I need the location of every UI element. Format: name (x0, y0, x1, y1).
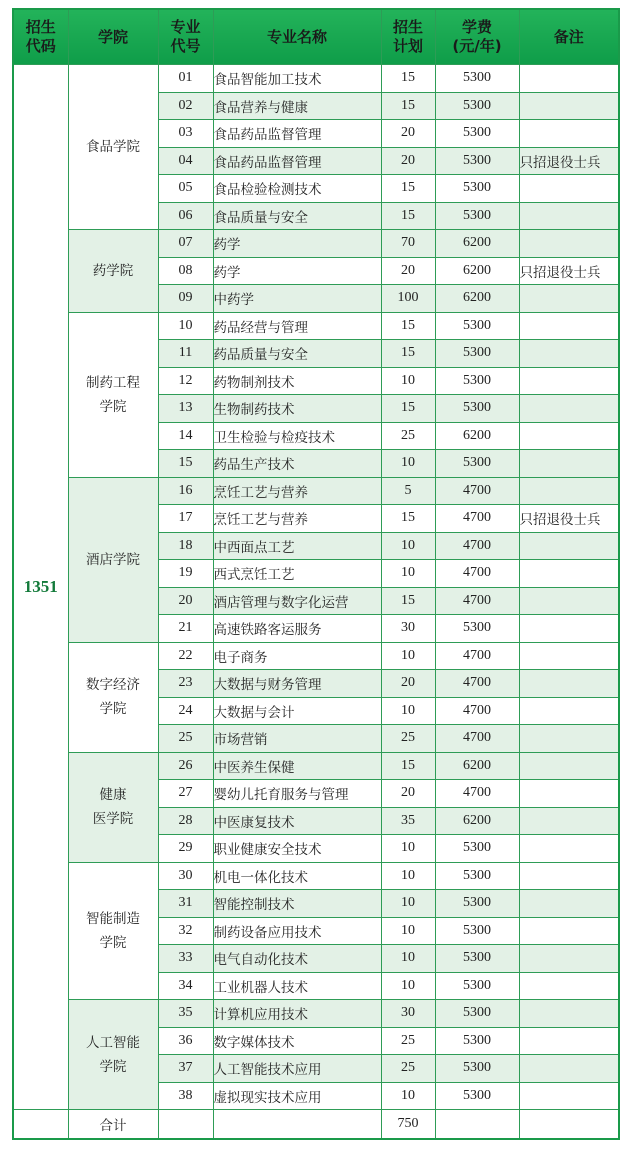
note-cell (519, 422, 619, 450)
major-code-cell: 09 (158, 285, 213, 313)
college-name: 智能制造 (86, 910, 140, 927)
major-name-cell: 婴幼儿托育服务与管理 (213, 780, 381, 808)
plan-cell: 15 (381, 340, 435, 368)
plan-cell: 5 (381, 477, 435, 505)
major-name-cell: 大数据与财务管理 (213, 670, 381, 698)
college-name: 酒店学院 (86, 551, 140, 568)
major-code-cell: 01 (158, 65, 213, 93)
major-name-cell: 机电一体化技术 (213, 862, 381, 890)
header-major-code (158, 9, 213, 65)
header-text: 代号 (170, 37, 201, 55)
tuition-cell: 5300 (435, 202, 519, 230)
major-code-cell: 02 (158, 92, 213, 120)
major-name-cell: 烹饪工艺与营养 (213, 477, 381, 505)
note-cell (519, 202, 619, 230)
total-row (13, 1110, 619, 1140)
plan-cell: 20 (381, 780, 435, 808)
plan-cell: 20 (381, 120, 435, 148)
tuition-cell: 4700 (435, 477, 519, 505)
college-name-cell (68, 65, 158, 230)
major-code-cell: 34 (158, 972, 213, 1000)
major-code-cell: 22 (158, 642, 213, 670)
note-cell (519, 725, 619, 753)
note-cell (519, 367, 619, 395)
college-name: 学院 (99, 701, 127, 717)
plan-cell: 10 (381, 367, 435, 395)
major-name-cell: 生物制药技术 (213, 395, 381, 423)
major-code-cell: 07 (158, 230, 213, 258)
note-cell (519, 587, 619, 615)
note-cell (519, 642, 619, 670)
major-code-cell: 21 (158, 615, 213, 643)
table-row (13, 1000, 619, 1028)
table-row (13, 230, 619, 258)
major-name-cell: 智能控制技术 (213, 890, 381, 918)
major-code-cell: 10 (158, 312, 213, 340)
college-name: 健康 (99, 787, 127, 803)
college-name-cell (68, 230, 158, 313)
major-name-cell: 药学 (213, 257, 381, 285)
note-cell (519, 917, 619, 945)
major-code-cell: 12 (158, 367, 213, 395)
plan-cell: 10 (381, 642, 435, 670)
tuition-cell: 5300 (435, 92, 519, 120)
tuition-cell: 5300 (435, 312, 519, 340)
header-text: (元/年) (452, 37, 502, 55)
plan-cell: 10 (381, 890, 435, 918)
plan-cell: 10 (381, 917, 435, 945)
tuition-cell: 6200 (435, 807, 519, 835)
plan-cell: 15 (381, 92, 435, 120)
major-code-cell: 26 (158, 752, 213, 780)
note-cell (519, 560, 619, 588)
plan-cell: 10 (381, 972, 435, 1000)
major-code-cell: 04 (158, 147, 213, 175)
college-name: 制药工程 (86, 374, 140, 391)
major-name-cell: 工业机器人技术 (213, 972, 381, 1000)
note-cell (519, 945, 619, 973)
tuition-cell: 5300 (435, 1082, 519, 1110)
header-note (519, 9, 619, 65)
note-cell (519, 532, 619, 560)
tuition-cell: 4700 (435, 560, 519, 588)
tuition-cell: 5300 (435, 1055, 519, 1083)
note-cell (519, 670, 619, 698)
major-name-cell: 中西面点工艺 (213, 532, 381, 560)
tuition-cell: 5300 (435, 945, 519, 973)
major-name-cell: 电子商务 (213, 642, 381, 670)
plan-cell: 10 (381, 1082, 435, 1110)
note-cell (519, 615, 619, 643)
header-tuition (435, 9, 519, 65)
major-name-cell: 人工智能技术应用 (213, 1055, 381, 1083)
tuition-cell: 5300 (435, 175, 519, 203)
tuition-cell: 4700 (435, 642, 519, 670)
tuition-cell: 4700 (435, 532, 519, 560)
tuition-cell: 5300 (435, 147, 519, 175)
major-code-cell: 13 (158, 395, 213, 423)
plan-cell: 25 (381, 1027, 435, 1055)
major-name-cell: 西式烹饪工艺 (213, 560, 381, 588)
major-code-cell: 28 (158, 807, 213, 835)
major-name-cell: 酒店管理与数字化运营 (213, 587, 381, 615)
tuition-cell: 5300 (435, 862, 519, 890)
major-code-cell: 08 (158, 257, 213, 285)
major-code-cell: 25 (158, 725, 213, 753)
note-cell (519, 477, 619, 505)
major-name-cell: 食品检验检测技术 (213, 175, 381, 203)
tuition-cell: 4700 (435, 780, 519, 808)
note-cell (519, 972, 619, 1000)
major-code-cell: 15 (158, 450, 213, 478)
plan-cell: 25 (381, 1055, 435, 1083)
college-name-cell (68, 1000, 158, 1110)
tuition-cell: 4700 (435, 697, 519, 725)
major-code-cell: 24 (158, 697, 213, 725)
plan-cell: 15 (381, 395, 435, 423)
college-name: 数字经济 (86, 677, 140, 693)
college-name: 药学院 (92, 262, 134, 279)
header-text: 专业 (170, 18, 201, 36)
header-plan (381, 9, 435, 65)
tuition-cell: 4700 (435, 670, 519, 698)
header-text: 代码 (25, 37, 56, 55)
major-code-cell: 37 (158, 1055, 213, 1083)
major-code-cell: 32 (158, 917, 213, 945)
tuition-cell: 6200 (435, 422, 519, 450)
college-name: 人工智能 (86, 1034, 140, 1051)
major-code-cell: 11 (158, 340, 213, 368)
college-name: 学院 (99, 934, 127, 951)
major-name-cell: 食品营养与健康 (213, 92, 381, 120)
major-name-cell: 虚拟现实技术应用 (213, 1082, 381, 1110)
tuition-cell: 5300 (435, 890, 519, 918)
tuition-cell: 6200 (435, 230, 519, 258)
major-code-cell: 14 (158, 422, 213, 450)
major-code-cell: 17 (158, 505, 213, 533)
note-cell (519, 697, 619, 725)
tuition-cell: 5300 (435, 1000, 519, 1028)
plan-cell: 20 (381, 257, 435, 285)
total-empty-cell (435, 1110, 519, 1140)
note-cell (519, 862, 619, 890)
plan-cell: 15 (381, 312, 435, 340)
major-name-cell: 制药设备应用技术 (213, 917, 381, 945)
header-text: 学院 (97, 27, 128, 46)
plan-cell: 15 (381, 65, 435, 93)
note-cell (519, 92, 619, 120)
note-cell (519, 752, 619, 780)
table-row (13, 312, 619, 340)
major-code-cell: 05 (158, 175, 213, 203)
major-code-cell: 03 (158, 120, 213, 148)
plan-cell: 100 (381, 285, 435, 313)
major-name-cell: 职业健康安全技术 (213, 835, 381, 863)
plan-cell: 25 (381, 422, 435, 450)
plan-cell: 10 (381, 697, 435, 725)
major-name-cell: 中药学 (213, 285, 381, 313)
header-text: 专业名称 (266, 27, 327, 46)
tuition-cell: 6200 (435, 257, 519, 285)
tuition-cell: 5300 (435, 395, 519, 423)
total-empty-cell (13, 1110, 68, 1140)
note-cell (519, 120, 619, 148)
tuition-cell: 5300 (435, 1027, 519, 1055)
major-code-cell: 36 (158, 1027, 213, 1055)
plan-cell: 10 (381, 560, 435, 588)
header-text: 备注 (553, 27, 584, 46)
tuition-cell: 5300 (435, 450, 519, 478)
note-cell (519, 1082, 619, 1110)
major-name-cell: 药学 (213, 230, 381, 258)
major-name-cell: 食品质量与安全 (213, 202, 381, 230)
note-cell (519, 285, 619, 313)
major-name-cell: 电气自动化技术 (213, 945, 381, 973)
major-code-cell: 18 (158, 532, 213, 560)
header-college (68, 9, 158, 65)
note-cell (519, 1000, 619, 1028)
plan-cell: 20 (381, 670, 435, 698)
note-cell (519, 780, 619, 808)
plan-cell: 10 (381, 450, 435, 478)
major-name-cell: 数字媒体技术 (213, 1027, 381, 1055)
table-header (13, 9, 619, 65)
table-row (13, 752, 619, 780)
tuition-cell: 6200 (435, 285, 519, 313)
major-code-cell: 23 (158, 670, 213, 698)
header-text: 计划 (392, 37, 423, 55)
plan-cell: 15 (381, 175, 435, 203)
tuition-cell: 5300 (435, 120, 519, 148)
major-name-cell: 药品生产技术 (213, 450, 381, 478)
total-empty-cell (158, 1110, 213, 1140)
major-name-cell: 中医康复技术 (213, 807, 381, 835)
plan-cell: 20 (381, 147, 435, 175)
college-name-cell (68, 642, 158, 752)
note-cell (519, 807, 619, 835)
total-label-cell: 合计 (68, 1110, 158, 1140)
major-code-cell: 19 (158, 560, 213, 588)
plan-cell: 10 (381, 862, 435, 890)
college-name: 学院 (99, 1058, 127, 1075)
table-row (13, 862, 619, 890)
tuition-cell: 6200 (435, 752, 519, 780)
enroll-code-cell: 1351 (13, 65, 68, 1110)
major-name-cell: 计算机应用技术 (213, 1000, 381, 1028)
note-cell: 只招退役士兵 (519, 505, 619, 533)
plan-cell: 15 (381, 587, 435, 615)
major-name-cell: 市场营销 (213, 725, 381, 753)
tuition-cell: 4700 (435, 587, 519, 615)
plan-cell: 70 (381, 230, 435, 258)
plan-cell: 35 (381, 807, 435, 835)
major-code-cell: 31 (158, 890, 213, 918)
major-code-cell: 06 (158, 202, 213, 230)
header-text: 学费 (461, 18, 492, 36)
major-name-cell: 食品药品监督管理 (213, 120, 381, 148)
college-name: 医学院 (92, 811, 134, 827)
note-cell: 只招退役士兵 (519, 147, 619, 175)
major-code-cell: 29 (158, 835, 213, 863)
note-cell (519, 65, 619, 93)
tuition-cell: 5300 (435, 835, 519, 863)
college-name: 食品学院 (86, 139, 140, 155)
plan-cell: 30 (381, 1000, 435, 1028)
table-row (13, 642, 619, 670)
college-name-cell (68, 312, 158, 477)
note-cell (519, 1055, 619, 1083)
major-code-cell: 35 (158, 1000, 213, 1028)
note-cell (519, 450, 619, 478)
total-empty-cell (213, 1110, 381, 1140)
note-cell (519, 395, 619, 423)
major-code-cell: 33 (158, 945, 213, 973)
major-name-cell: 药物制剂技术 (213, 367, 381, 395)
note-cell (519, 340, 619, 368)
major-name-cell: 中医养生保健 (213, 752, 381, 780)
note-cell (519, 1027, 619, 1055)
plan-cell: 30 (381, 615, 435, 643)
major-code-cell: 20 (158, 587, 213, 615)
major-name-cell: 大数据与会计 (213, 697, 381, 725)
note-cell: 只招退役士兵 (519, 257, 619, 285)
tuition-cell: 4700 (435, 725, 519, 753)
note-cell (519, 312, 619, 340)
total-empty-cell (519, 1110, 619, 1140)
note-cell (519, 175, 619, 203)
plan-cell: 25 (381, 725, 435, 753)
header-row (13, 9, 619, 65)
tuition-cell: 5300 (435, 972, 519, 1000)
major-name-cell: 药品经营与管理 (213, 312, 381, 340)
total-plan-cell: 750 (381, 1110, 435, 1140)
header-enroll-code (13, 9, 68, 65)
note-cell (519, 835, 619, 863)
major-name-cell: 烹饪工艺与营养 (213, 505, 381, 533)
tuition-cell: 5300 (435, 340, 519, 368)
tuition-cell: 5300 (435, 615, 519, 643)
college-name: 学院 (99, 398, 127, 415)
major-code-cell: 27 (158, 780, 213, 808)
college-name-cell (68, 862, 158, 1000)
table-body (13, 65, 619, 1140)
header-major-name (213, 9, 381, 65)
note-cell (519, 890, 619, 918)
note-cell (519, 230, 619, 258)
major-code-cell: 38 (158, 1082, 213, 1110)
tuition-cell: 5300 (435, 917, 519, 945)
header-text: 招生 (25, 18, 56, 36)
header-text: 招生 (392, 18, 423, 36)
plan-cell: 10 (381, 532, 435, 560)
plan-cell: 10 (381, 835, 435, 863)
table-row (13, 477, 619, 505)
major-name-cell: 卫生检验与检疫技术 (213, 422, 381, 450)
major-name-cell: 药品质量与安全 (213, 340, 381, 368)
tuition-cell: 5300 (435, 65, 519, 93)
college-name-cell (68, 752, 158, 862)
college-name-cell (68, 477, 158, 642)
major-name-cell: 食品药品监督管理 (213, 147, 381, 175)
plan-cell: 15 (381, 752, 435, 780)
major-code-cell: 16 (158, 477, 213, 505)
plan-cell: 15 (381, 202, 435, 230)
major-name-cell: 食品智能加工技术 (213, 65, 381, 93)
table-row (13, 65, 619, 93)
major-code-cell: 30 (158, 862, 213, 890)
tuition-cell: 5300 (435, 367, 519, 395)
plan-cell: 15 (381, 505, 435, 533)
enrollment-table (12, 8, 620, 1140)
plan-cell: 10 (381, 945, 435, 973)
tuition-cell: 4700 (435, 505, 519, 533)
major-name-cell: 高速铁路客运服务 (213, 615, 381, 643)
